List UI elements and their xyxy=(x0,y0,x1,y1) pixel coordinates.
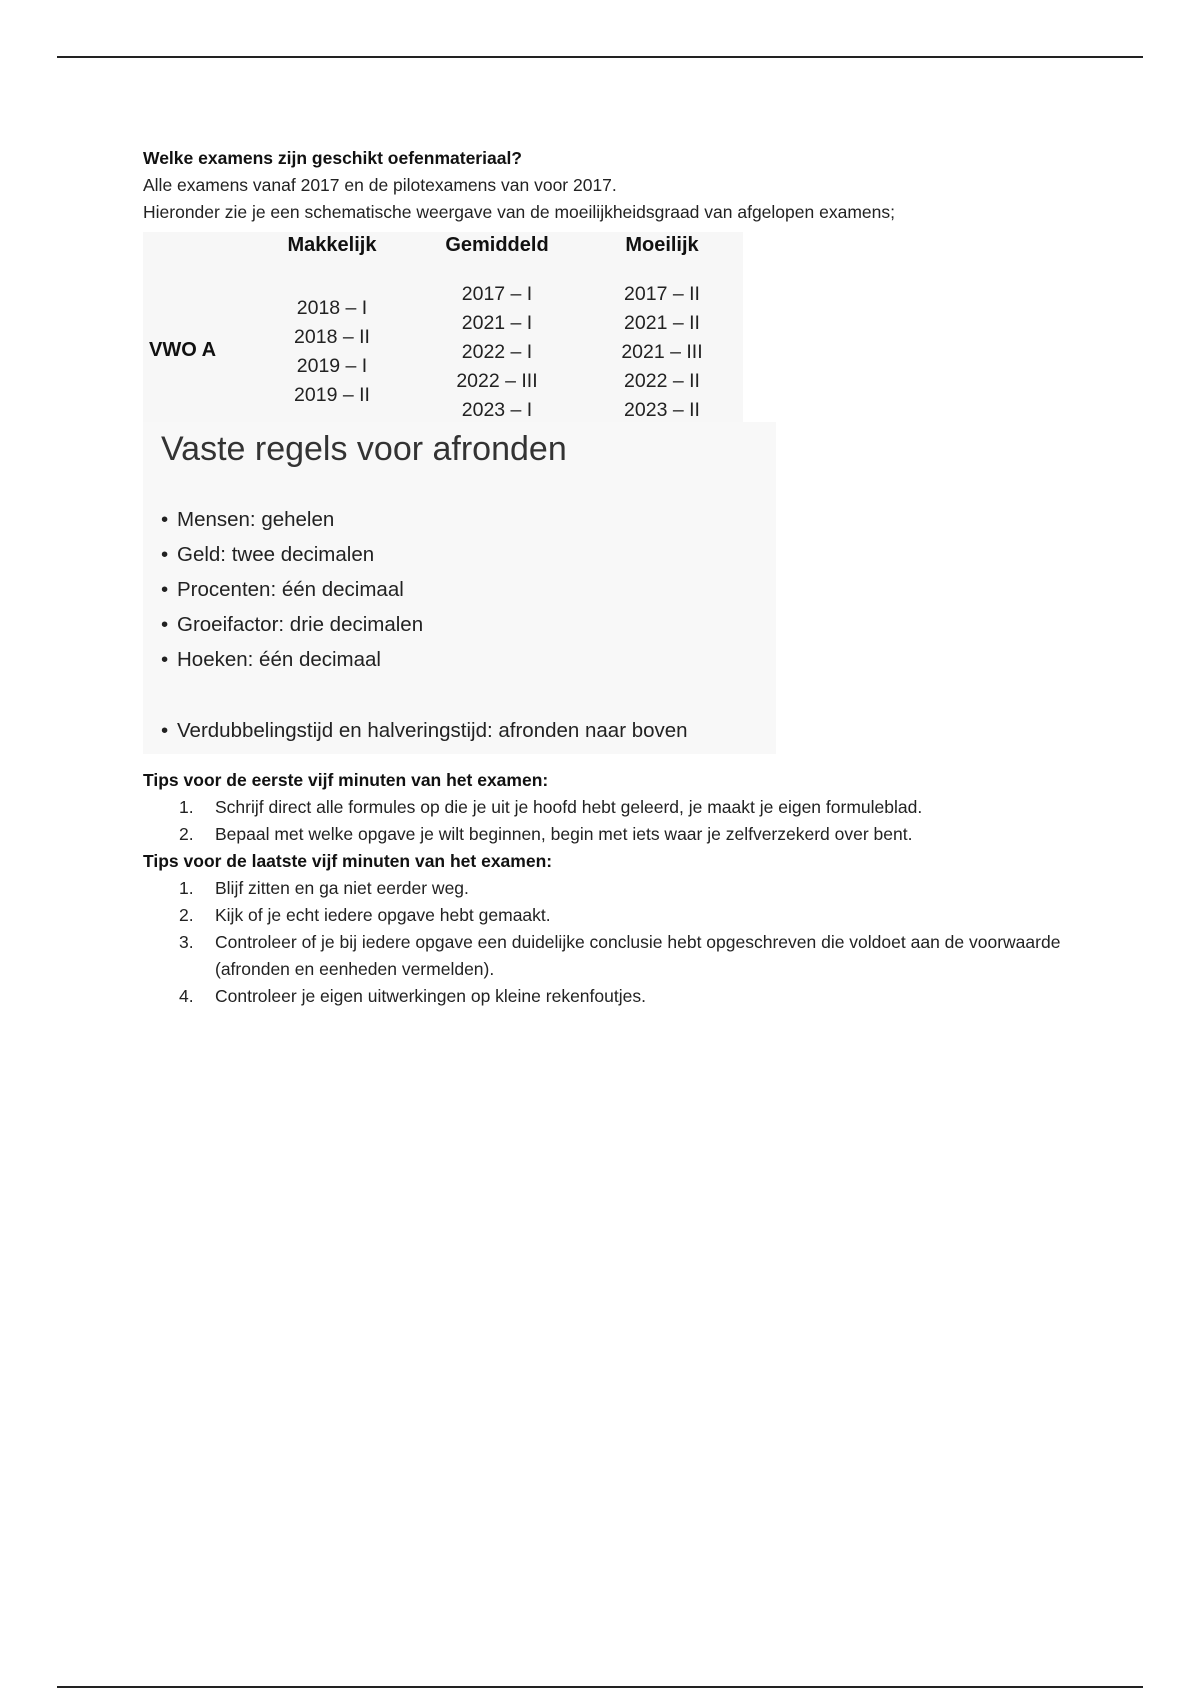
rule-text: Groeifactor: drie decimalen xyxy=(177,613,424,636)
list-item xyxy=(161,713,688,748)
exam-item: 2017 – I xyxy=(461,283,533,305)
exam-item: 2018 – II xyxy=(294,326,370,348)
exam-item: 2017 – II xyxy=(624,283,700,305)
bullet-icon: • xyxy=(161,648,169,671)
footer-rule xyxy=(57,1686,1143,1688)
rule-text: Verdubbelingstijd en halveringstijd: afronden naar boven xyxy=(177,719,688,742)
intro-line-2: Hieronder zie je een schematische weergave van de moeilijkheidsgraad van afgelopen examens; xyxy=(143,202,895,222)
list-number: 2. xyxy=(179,905,194,925)
rule-text: Hoeken: één decimaal xyxy=(177,648,381,671)
tips-first-list xyxy=(143,794,1143,848)
list-item xyxy=(161,502,688,537)
tip-text: Schrijf direct alle formules op die je uit je hoofd hebt geleerd, je maakt je eigen formuleblad. xyxy=(215,797,923,817)
exam-item: 2022 – I xyxy=(461,341,533,363)
tip-text: Kijk of je echt iedere opgave hebt gemaakt. xyxy=(215,905,551,925)
list-item xyxy=(143,983,1115,1010)
list-number: 1. xyxy=(179,797,194,817)
bullet-icon: • xyxy=(161,508,169,531)
list-item xyxy=(143,902,1115,929)
header-rule xyxy=(57,56,1143,58)
column-moeilijk xyxy=(582,280,742,425)
column-makkelijk xyxy=(252,294,412,410)
list-item xyxy=(161,537,688,572)
exam-item: 2019 – II xyxy=(294,384,370,406)
tip-text: Bepaal met welke opgave je wilt beginnen, begin met iets waar je zelfverzekerd over bent. xyxy=(215,824,913,844)
rule-text: Geld: twee decimalen xyxy=(177,543,375,566)
list-item xyxy=(143,794,1115,821)
bullet-icon: • xyxy=(161,719,169,742)
column-gemiddeld xyxy=(417,280,577,425)
header-gemiddeld: Gemiddeld xyxy=(445,234,549,256)
exam-item: 2021 – II xyxy=(624,312,700,334)
bullet-icon: • xyxy=(161,613,169,636)
list-item xyxy=(161,607,688,642)
list-number: 3. xyxy=(179,932,194,952)
exam-item: 2022 – III xyxy=(456,370,538,392)
header-makkelijk: Makkelijk xyxy=(287,234,377,256)
bullet-icon: • xyxy=(161,578,169,601)
rounding-rules-title: Vaste regels voor afronden xyxy=(161,430,567,468)
rule-text: Mensen: gehelen xyxy=(177,508,335,531)
row-label-vwo-a: VWO A xyxy=(149,339,217,361)
tips-last-list xyxy=(143,875,1143,1010)
intro-section xyxy=(143,145,1143,226)
list-number: 2. xyxy=(179,824,194,844)
list-item xyxy=(161,642,688,677)
exam-item: 2019 – I xyxy=(296,355,368,377)
tip-text: Controleer je eigen uitwerkingen op kleine rekenfoutjes. xyxy=(215,986,646,1006)
rule-text: Procenten: één decimaal xyxy=(177,578,404,601)
difficulty-table xyxy=(143,232,743,422)
list-item xyxy=(161,572,688,607)
exam-item: 2022 – II xyxy=(624,370,700,392)
list-item xyxy=(143,929,1115,983)
list-number: 1. xyxy=(179,878,194,898)
list-number: 4. xyxy=(179,986,194,1006)
rounding-rules-list xyxy=(161,502,688,748)
intro-line-1: Alle examens vanaf 2017 en de pilotexamens van voor 2017. xyxy=(143,175,617,195)
exam-item: 2023 – II xyxy=(624,399,700,421)
list-item xyxy=(143,821,1115,848)
bullet-icon: • xyxy=(161,543,169,566)
tips-section xyxy=(143,767,1143,1010)
tip-text: Controleer of je bij iedere opgave een duidelijke conclusie hebt opgeschreven die voldoet aan de voorwaarde (afronden en eenheden vermelden). xyxy=(215,932,1061,979)
exam-item: 2018 – I xyxy=(296,297,368,319)
exam-item: 2023 – I xyxy=(461,399,533,421)
intro-question: Welke examens zijn geschikt oefenmateriaal? xyxy=(143,148,523,168)
header-moeilijk: Moeilijk xyxy=(625,234,699,256)
exam-item: 2021 – I xyxy=(461,312,533,334)
list-item xyxy=(143,875,1115,902)
exam-item: 2021 – III xyxy=(621,341,703,363)
tips-first-heading: Tips voor de eerste vijf minuten van het examen: xyxy=(143,770,549,790)
tips-last-heading: Tips voor de laatste vijf minuten van het examen: xyxy=(143,851,553,871)
tip-text: Blijf zitten en ga niet eerder weg. xyxy=(215,878,469,898)
rounding-rules-slide xyxy=(143,422,776,754)
